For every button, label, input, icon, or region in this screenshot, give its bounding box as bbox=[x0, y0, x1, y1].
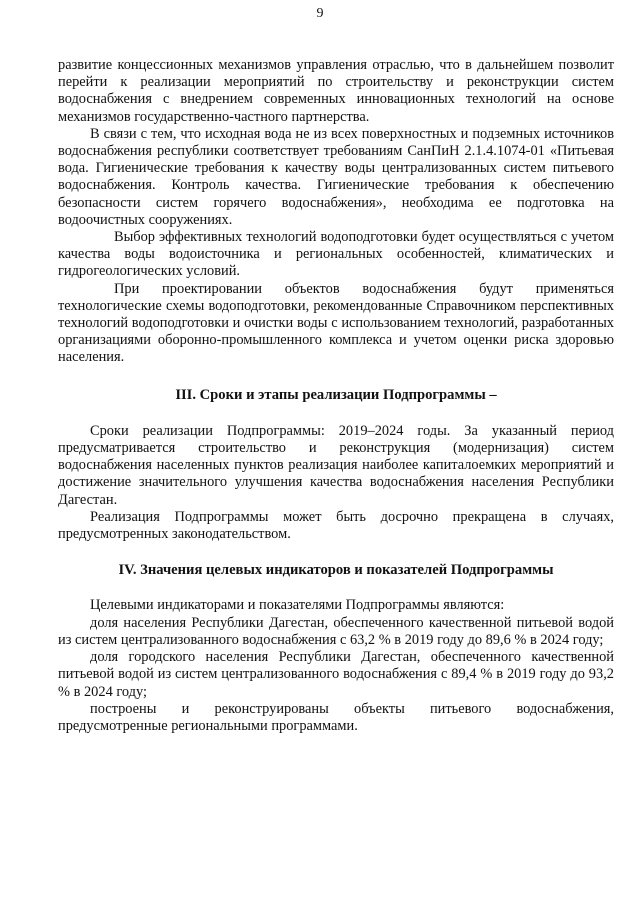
paragraph-indicators-intro: Целевыми индикаторами и показателями Подпрограммы являются: bbox=[90, 597, 505, 614]
list-item-indicator-objects: построены и реконструированы объекты питьевого водоснабжения, предусмотренные региональными программами. bbox=[58, 700, 614, 734]
document-body bbox=[58, 57, 614, 735]
paragraph-technology-choice: Выбор эффективных технологий водоподготовки будет осуществляться с учетом качества воды водоисточника и региональных особенностей, климатических и гидрогеологических условий. bbox=[58, 229, 614, 280]
paragraph-design: При проектировании объектов водоснабжения будут применяться технологические схемы водоподготовки, рекомендованные Справочником перспективных технологий водоподготовки и очистки воды с использованием технологий, разработанных организациями оборонно-промышленного комплекса и учетом оценки риска здоровью населения. bbox=[58, 280, 614, 366]
list-item-indicator-urban: доля городского населения Республики Дагестан, обеспеченного качественной питьевой водой из систем централизованного водоснабжения с 89,4 % в 2019 году до 93,2 % в 2024 году; bbox=[58, 649, 614, 700]
page-number: 9 bbox=[316, 6, 324, 21]
paragraph-early-termination: Реализация Подпрограммы может быть досрочно прекращена в случаях, предусмотренных законодательством. bbox=[58, 508, 614, 543]
paragraph-concession: развитие концессионных механизмов управления отраслью, что в дальнейшем позволит перейти к реализации мероприятий по строительству и реконструкции систем водоснабжения с внедрением современных инновационных технологий на основе механизмов государственно-частного партнерства. bbox=[58, 57, 614, 125]
section-3-heading: III. Сроки и этапы реализации Подпрограммы – bbox=[175, 386, 497, 403]
list-item-indicator-rural: доля населения Республики Дагестан, обеспеченного качественной питьевой водой из систем централизованного водоснабжения с 63,2 % в 2019 году до 89,6 % в 2024 году; bbox=[58, 614, 614, 648]
paragraph-terms: Сроки реализации Подпрограммы: 2019–2024 годы. За указанный период предусматривается строительство и реконструкция (модернизация) систем водоснабжения населенных пунктов реализация наиболее капиталоемких мероприятий и достижение значительного улучшения качества водоснабжения населения Республики Дагестан. bbox=[58, 422, 614, 508]
section-4-heading: IV. Значения целевых индикаторов и показателей Подпрограммы bbox=[118, 562, 554, 579]
paragraph-sanpin: В связи с тем, что исходная вода не из всех поверхностных и подземных источников водоснабжения республики соответствует требованиям СанПиН 2.1.4.1074-01 «Питьевая вода. Гигиенические требования к качеству воды централизованных систем питьевого водоснабжения. Контроль качества. Гигиенические требования к обеспечению безопасности систем горячего водоснабжения», необходима ее подготовка на водоочистных сооружениях. bbox=[58, 125, 614, 228]
